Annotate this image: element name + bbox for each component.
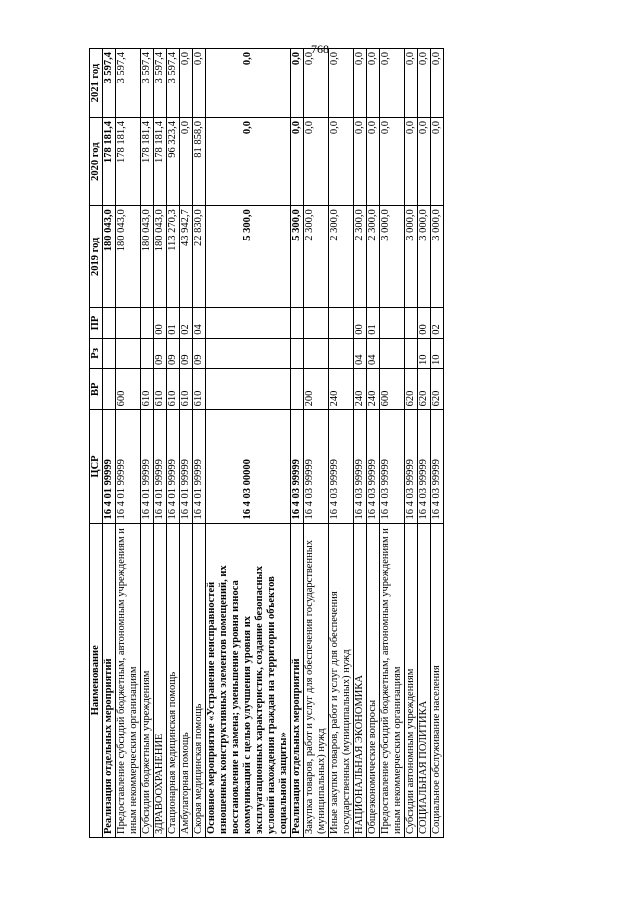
row-csr-cell: 16 4 03 99999	[354, 410, 367, 523]
row-2020-cell: 81 858,0	[193, 118, 206, 206]
row-name-cell: Основное мероприятие «Устранение неисправностей изношенных конструктивных элементов помещений, их восстановление и замена; уменьшение уровня износа коммуникаций с целью улучшения уровня их эксплуатационных характеристик, создание безопасных условий нахождения граждан на территории объектов социальной защиты»	[206, 523, 291, 837]
row-pr-cell	[141, 308, 154, 338]
row-vr-cell: 610	[180, 369, 193, 410]
row-csr-cell: 16 4 01 99999	[180, 410, 193, 523]
table-row	[304, 49, 329, 838]
row-2020-cell: 0,0	[291, 118, 304, 206]
row-2019-cell: 2 300,0	[354, 206, 367, 308]
table-row	[193, 49, 206, 838]
row-pr-cell	[206, 308, 291, 338]
row-name-cell: Иные закупки товаров, работ и услуг для обеспечения государственных (муниципальных) нужд	[329, 523, 354, 837]
table-row	[116, 49, 141, 838]
row-2021-cell: 0,0	[193, 49, 206, 118]
table-row	[354, 49, 367, 838]
row-2021-cell: 0,0	[380, 49, 405, 118]
row-name-cell: Предоставление субсидий бюджетным, автономным учреждениям и иным некоммерческим организациям	[380, 523, 405, 837]
row-name-cell: Субсидии автономным учреждениям	[405, 523, 418, 837]
row-csr-cell: 16 4 03 00000	[206, 410, 291, 523]
row-2020-cell: 0,0	[206, 118, 291, 206]
row-name-cell: Стационарная медицинская помощь	[167, 523, 180, 837]
table-row	[431, 49, 444, 838]
row-2019-cell: 22 830,0	[193, 206, 206, 308]
row-vr-cell: 200	[304, 369, 329, 410]
table-row	[418, 49, 431, 838]
row-2019-cell: 180 043,0	[141, 206, 154, 308]
row-name-cell: Субсидии бюджетным учреждениям	[141, 523, 154, 837]
row-pr-cell: 02	[431, 308, 444, 338]
row-pr-cell: 01	[167, 308, 180, 338]
row-2019-cell: 2 300,0	[367, 206, 380, 308]
row-vr-cell: 610	[141, 369, 154, 410]
header-cell: Рз	[90, 338, 103, 368]
table-row	[180, 49, 193, 838]
header-cell: 2019 год	[90, 206, 103, 308]
row-2021-cell: 0,0	[180, 49, 193, 118]
row-vr-cell	[103, 369, 116, 410]
row-name-cell: ЗДРАВООХРАНЕНИЕ	[154, 523, 167, 837]
row-name-cell: Амбулаторная помощь	[180, 523, 193, 837]
row-2021-cell: 0,0	[354, 49, 367, 118]
row-2020-cell: 178 181,4	[141, 118, 154, 206]
row-vr-cell: 620	[418, 369, 431, 410]
row-pr-cell: 00	[154, 308, 167, 338]
row-2020-cell: 0,0	[367, 118, 380, 206]
row-pr-cell	[329, 308, 354, 338]
table-row	[291, 49, 304, 838]
row-2021-cell: 0,0	[367, 49, 380, 118]
row-2021-cell: 0,0	[291, 49, 304, 118]
row-rz-cell	[405, 338, 418, 368]
row-csr-cell: 16 4 03 99999	[329, 410, 354, 523]
table-row	[154, 49, 167, 838]
row-2019-cell: 180 043,0	[116, 206, 141, 308]
table-body	[103, 49, 444, 838]
row-pr-cell	[405, 308, 418, 338]
row-2019-cell: 5 300,0	[291, 206, 304, 308]
row-2021-cell: 0,0	[329, 49, 354, 118]
row-2019-cell: 3 000,0	[418, 206, 431, 308]
row-2020-cell: 96 323,4	[167, 118, 180, 206]
row-pr-cell: 00	[354, 308, 367, 338]
row-csr-cell: 16 4 01 99999	[103, 410, 116, 523]
row-2019-cell: 2 300,0	[304, 206, 329, 308]
row-rz-cell	[206, 338, 291, 368]
row-2019-cell: 3 000,0	[405, 206, 418, 308]
row-csr-cell: 16 4 03 99999	[380, 410, 405, 523]
row-2020-cell: 0,0	[304, 118, 329, 206]
table-row	[103, 49, 116, 838]
row-vr-cell: 600	[380, 369, 405, 410]
row-2021-cell: 3 597,4	[167, 49, 180, 118]
row-2020-cell: 0,0	[329, 118, 354, 206]
row-2020-cell: 178 181,4	[103, 118, 116, 206]
row-2021-cell: 0,0	[418, 49, 431, 118]
row-rz-cell: 04	[367, 338, 380, 368]
row-vr-cell	[291, 369, 304, 410]
rotated-table-container	[89, 48, 521, 838]
row-2019-cell: 3 000,0	[380, 206, 405, 308]
row-rz-cell	[329, 338, 354, 368]
header-cell: ВР	[90, 369, 103, 410]
row-2020-cell: 0,0	[431, 118, 444, 206]
row-pr-cell	[103, 308, 116, 338]
row-csr-cell: 16 4 01 99999	[154, 410, 167, 523]
table-row	[206, 49, 291, 838]
row-2019-cell: 43 942,7	[180, 206, 193, 308]
row-vr-cell: 620	[431, 369, 444, 410]
row-rz-cell: 04	[354, 338, 367, 368]
table-row	[367, 49, 380, 838]
row-rz-cell: 09	[154, 338, 167, 368]
row-2020-cell: 0,0	[380, 118, 405, 206]
row-rz-cell	[103, 338, 116, 368]
row-name-cell: СОЦИАЛЬНАЯ ПОЛИТИКА	[418, 523, 431, 837]
row-2019-cell: 180 043,0	[154, 206, 167, 308]
table-row	[380, 49, 405, 838]
row-csr-cell: 16 4 03 99999	[431, 410, 444, 523]
row-2019-cell: 113 270,3	[167, 206, 180, 308]
row-csr-cell: 16 4 03 99999	[304, 410, 329, 523]
row-pr-cell	[304, 308, 329, 338]
row-rz-cell: 09	[193, 338, 206, 368]
row-2020-cell: 178 181,4	[116, 118, 141, 206]
budget-table	[89, 48, 444, 838]
row-vr-cell: 240	[367, 369, 380, 410]
row-2021-cell: 3 597,4	[141, 49, 154, 118]
row-csr-cell: 16 4 01 99999	[141, 410, 154, 523]
header-cell: Наименование	[90, 523, 103, 837]
row-csr-cell: 16 4 03 99999	[291, 410, 304, 523]
row-2020-cell: 0,0	[354, 118, 367, 206]
row-rz-cell: 10	[431, 338, 444, 368]
row-pr-cell	[291, 308, 304, 338]
row-2019-cell: 2 300,0	[329, 206, 354, 308]
row-rz-cell	[304, 338, 329, 368]
row-2021-cell: 3 597,4	[154, 49, 167, 118]
row-2019-cell: 3 000,0	[431, 206, 444, 308]
table-row	[405, 49, 418, 838]
row-name-cell: Скорая медицинская помощь	[193, 523, 206, 837]
row-csr-cell: 16 4 01 99999	[193, 410, 206, 523]
table-row	[329, 49, 354, 838]
row-pr-cell: 01	[367, 308, 380, 338]
table-header-row	[90, 49, 103, 838]
row-csr-cell: 16 4 01 99999	[167, 410, 180, 523]
row-2021-cell: 0,0	[304, 49, 329, 118]
row-2021-cell: 0,0	[206, 49, 291, 118]
row-pr-cell	[116, 308, 141, 338]
row-2020-cell: 0,0	[180, 118, 193, 206]
row-name-cell: Предоставление субсидий бюджетным, автономным учреждениям и иным некоммерческим организациям	[116, 523, 141, 837]
header-cell: 2021 год	[90, 49, 103, 118]
row-rz-cell	[291, 338, 304, 368]
page-number: 768	[311, 42, 329, 56]
row-csr-cell: 16 4 03 99999	[418, 410, 431, 523]
row-rz-cell: 09	[167, 338, 180, 368]
row-vr-cell: 610	[193, 369, 206, 410]
row-vr-cell: 240	[354, 369, 367, 410]
row-2021-cell: 0,0	[405, 49, 418, 118]
header-cell: ПР	[90, 308, 103, 338]
row-2021-cell: 3 597,4	[116, 49, 141, 118]
row-2020-cell: 0,0	[405, 118, 418, 206]
row-2020-cell: 0,0	[418, 118, 431, 206]
row-name-cell: Социальное обслуживание населения	[431, 523, 444, 837]
row-vr-cell	[206, 369, 291, 410]
row-name-cell: Реализация отдельных мероприятий	[103, 523, 116, 837]
row-2019-cell: 180 043,0	[103, 206, 116, 308]
row-name-cell: Закупка товаров, работ и услуг для обеспечения государственных (муниципальных) нужд	[304, 523, 329, 837]
row-csr-cell: 16 4 01 99999	[116, 410, 141, 523]
row-rz-cell	[380, 338, 405, 368]
row-vr-cell: 620	[405, 369, 418, 410]
row-2019-cell: 5 300,0	[206, 206, 291, 308]
row-pr-cell: 02	[180, 308, 193, 338]
row-rz-cell	[116, 338, 141, 368]
row-rz-cell: 10	[418, 338, 431, 368]
row-pr-cell	[380, 308, 405, 338]
row-pr-cell: 04	[193, 308, 206, 338]
row-csr-cell: 16 4 03 99999	[367, 410, 380, 523]
row-pr-cell: 00	[418, 308, 431, 338]
row-2021-cell: 0,0	[431, 49, 444, 118]
header-cell: ЦСР	[90, 410, 103, 523]
table-row	[141, 49, 154, 838]
row-name-cell: НАЦИОНАЛЬНАЯ ЭКОНОМИКА	[354, 523, 367, 837]
table-row	[167, 49, 180, 838]
row-2021-cell: 3 597,4	[103, 49, 116, 118]
row-csr-cell: 16 4 03 99999	[405, 410, 418, 523]
row-2020-cell: 178 181,4	[154, 118, 167, 206]
row-vr-cell: 600	[116, 369, 141, 410]
header-cell: 2020 год	[90, 118, 103, 206]
row-name-cell: Общеэкономические вопросы	[367, 523, 380, 837]
row-vr-cell: 610	[154, 369, 167, 410]
row-vr-cell: 610	[167, 369, 180, 410]
row-name-cell: Реализация отдельных мероприятий	[291, 523, 304, 837]
row-vr-cell: 240	[329, 369, 354, 410]
row-rz-cell	[141, 338, 154, 368]
row-rz-cell: 09	[180, 338, 193, 368]
